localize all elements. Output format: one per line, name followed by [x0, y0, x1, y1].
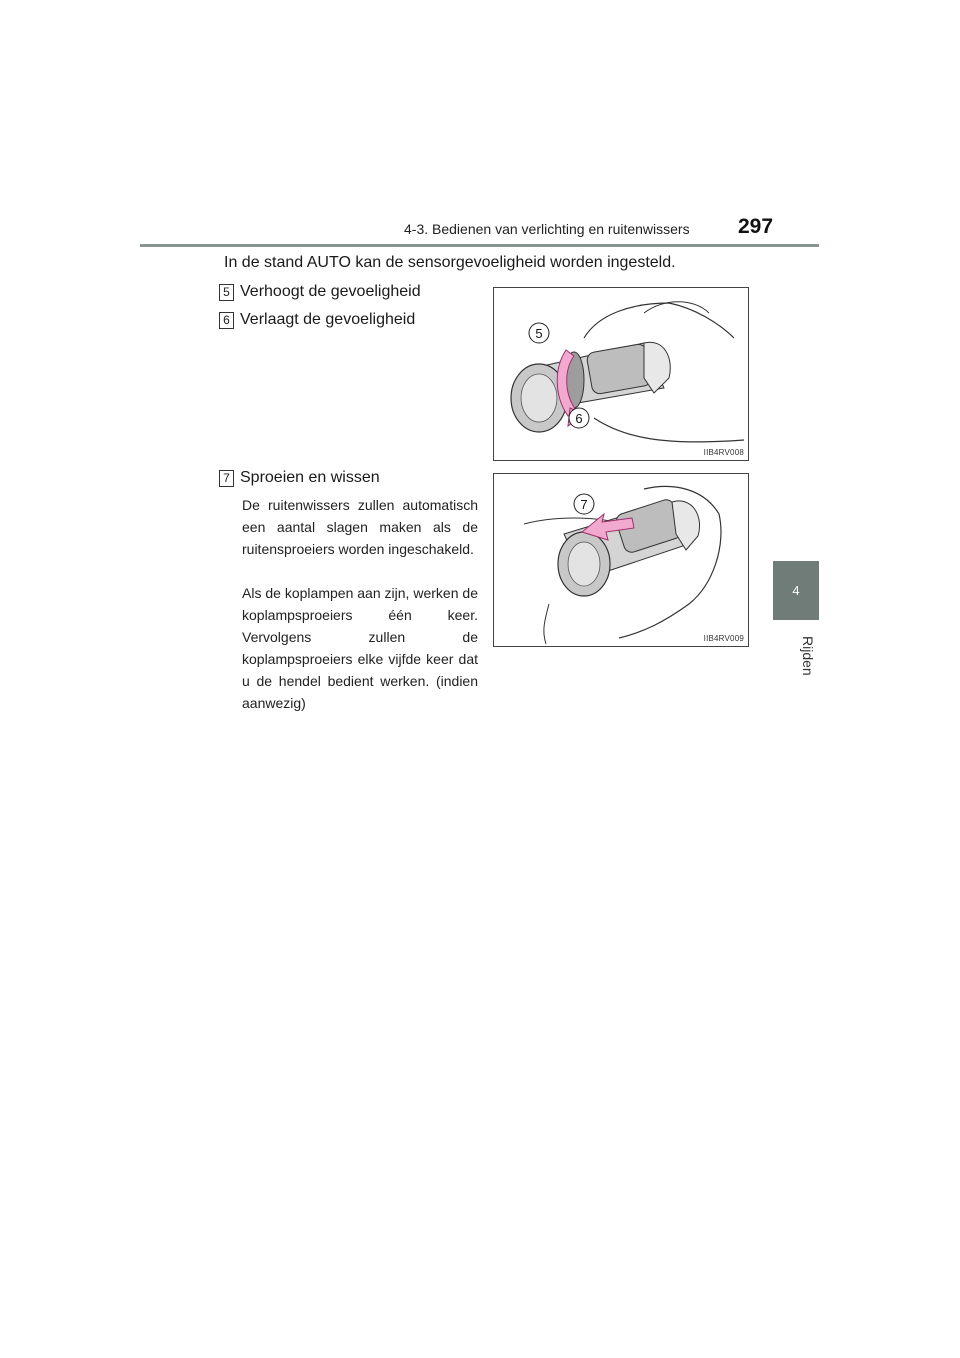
item-label: Verlaagt de gevoeligheid	[240, 311, 416, 328]
intro-text: In de stand AUTO kan de sensorgevoeligheid worden ingesteld.	[224, 254, 676, 271]
lever-sensitivity-illustration	[494, 288, 748, 460]
chapter-tab	[773, 561, 819, 620]
section-title: 4-3. Bedienen van verlichting en ruitenwissers	[404, 221, 690, 237]
page-number: 297	[738, 215, 774, 238]
paragraph-washer: De ruitenwissers zullen automatisch een aantal slagen maken als de ruitensproeiers worden ingeschakeld.	[242, 497, 478, 557]
list-item-7	[219, 469, 380, 487]
callout-5-label: 5	[535, 326, 543, 341]
item-number-badge: 6	[219, 312, 234, 329]
chapter-number: 4	[792, 583, 800, 598]
header-divider	[140, 244, 819, 247]
figure-code: IIB4RV008	[703, 448, 744, 457]
item-number-badge: 5	[219, 284, 234, 301]
lever-washer-illustration	[494, 474, 748, 646]
list-item-5	[219, 283, 421, 301]
paragraph-headlamp-washer: Als de koplampen aan zijn, werken de koplampsproeiers één keer. Vervolgens zullen de koplampsproeiers elke vijfde keer dat u de hendel bedient werken. (indien aanwezig)	[242, 585, 478, 711]
figure-code: IIB4RV009	[703, 634, 744, 643]
item-number-badge: 7	[219, 470, 234, 487]
callout-7-label: 7	[580, 497, 588, 512]
callout-6-label: 6	[575, 411, 583, 426]
item-label: Sproeien en wissen	[240, 469, 380, 486]
chapter-name: Rijden	[800, 636, 816, 676]
item-label: Verhoogt de gevoeligheid	[240, 283, 421, 300]
list-item-6	[219, 311, 415, 329]
figure-washer	[493, 473, 749, 647]
figure-sensitivity	[493, 287, 749, 461]
